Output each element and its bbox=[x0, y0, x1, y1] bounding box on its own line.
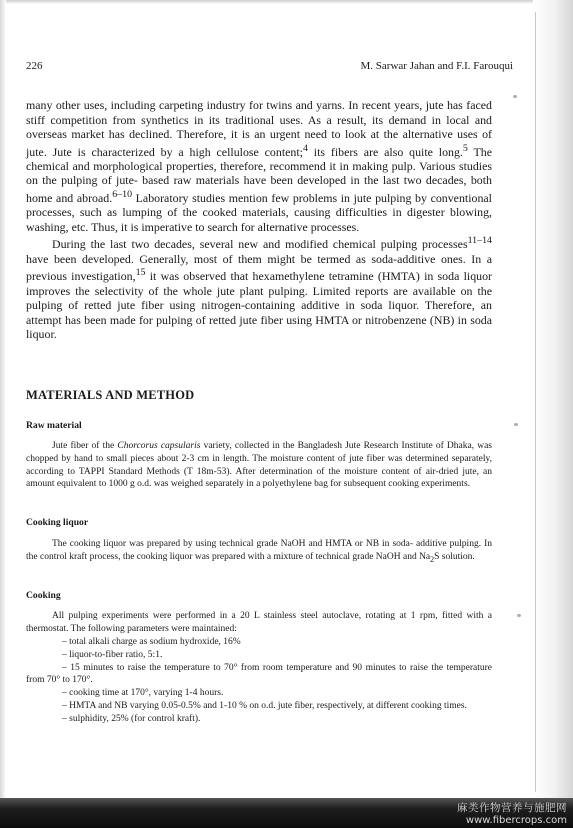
citation-sup: 15 bbox=[135, 267, 146, 279]
list-item: – total alkali charge as sodium hydroxide, 16% bbox=[62, 637, 241, 647]
scan-speck bbox=[517, 614, 521, 617]
raw-material-paragraph bbox=[26, 440, 492, 491]
text-line: weighed separately in a polyethylene bag for subsequent cooking experiments. bbox=[170, 479, 471, 490]
list-item: – cooking time at 170°, varying 1-4 hours. bbox=[62, 688, 224, 699]
text-run: its fibers are also quite long. bbox=[307, 144, 463, 159]
citation-sup: 5 bbox=[462, 142, 468, 154]
text-line: All pulping experiments were performed in a 20 L stainless steel autoclave, rotating at 1 rpm, bbox=[52, 611, 438, 621]
text-run: it was observed that hexamethylene bbox=[145, 269, 325, 284]
text-line: temperature from 70° to 170°. bbox=[26, 662, 493, 686]
subheading-raw-material: Raw material bbox=[26, 420, 82, 431]
text-line: – 15 minutes to raise the temperature to 70° from room temperature and 90 minutes to raise the bbox=[62, 662, 444, 673]
subheading-cooking-liquor: Cooking liquor bbox=[26, 517, 89, 528]
text-run: soda-additive ones. In a previous investigation, bbox=[26, 251, 492, 284]
running-head-authors: M. Sarwar Jahan and F.I. Farouqui bbox=[360, 60, 513, 72]
text-line: During the last two decades, several new and modified chemical pulping bbox=[52, 237, 418, 252]
watermark-url: www.fibercrops.com bbox=[465, 815, 567, 826]
text-line: – HMTA and NB varying 0.05-0.5% and 1-10 % on o.d. jute fiber, respectively, at different bbox=[62, 700, 409, 711]
text-run: Laboratory studies mention few problems in jute pulping by conventional bbox=[132, 190, 492, 205]
text-run: content; bbox=[264, 144, 303, 159]
scan-speck bbox=[513, 95, 517, 98]
list-item: – sulphidity, 25% (for control kraft). bbox=[62, 713, 201, 724]
text-line: determination of the moisture content of air-dried jute, an amount equivalent to 1000 g o.d. was bbox=[26, 466, 493, 490]
text-line: Institute of Dhaka, was chopped by hand to small pieces about 2-3 cm in length. The moisture content bbox=[26, 441, 493, 464]
text-run: S solution. bbox=[434, 551, 475, 562]
watermark-chinese-text: 麻类作物营养与施肥网 bbox=[457, 802, 567, 815]
text-run: Jute fiber of the bbox=[52, 441, 118, 451]
cooking-parameter-list bbox=[26, 636, 492, 726]
text-line: for pulping of retted jute fiber using HMTA or nitrobenzene (NB) in soda liquor. bbox=[26, 312, 492, 342]
text-line: pulping. Limited reports are available on the pulping of retted jute fiber using bbox=[26, 283, 492, 313]
citation-sup: 4 bbox=[302, 142, 308, 154]
text-run: abroad. bbox=[76, 190, 113, 205]
list-item bbox=[26, 662, 492, 688]
text-line: fitted with a thermostat. The following parameters were maintained: bbox=[26, 611, 492, 634]
page-number: 226 bbox=[26, 60, 43, 72]
cooking-paragraph bbox=[26, 610, 492, 636]
text-run: technical grade NaOH and Na bbox=[315, 551, 431, 562]
text-run: The chemical and morphological properties, bbox=[26, 144, 492, 173]
text-line: The cooking liquor was prepared by using technical grade NaOH and HMTA or NB in soda- bbox=[52, 539, 414, 549]
scan-speck bbox=[514, 423, 518, 426]
scan-edge-right bbox=[533, 0, 573, 828]
text-line: cooking times. bbox=[410, 700, 467, 711]
scan-edge-top bbox=[0, 0, 573, 4]
species-name: Chorcorus capsularis bbox=[117, 441, 201, 451]
subheading-cooking: Cooking bbox=[26, 590, 61, 601]
text-line: many other uses, including carpeting industry for twins and yarns. In recent years, bbox=[26, 98, 423, 112]
text-line: therefore, recommend it in making pulp. Various studies on the pulping of jute- bbox=[26, 158, 492, 188]
page-fold-line bbox=[535, 12, 536, 792]
text-run: have been developed. Generally, most of them might be termed as bbox=[26, 251, 366, 266]
citation-sup: 11–14 bbox=[467, 235, 492, 247]
intro-paragraph-1 bbox=[26, 98, 492, 342]
text-line: need to look at the alternative uses of jute. Jute is characterized by a high cellulose bbox=[26, 127, 492, 159]
citation-sup: 6–10 bbox=[112, 188, 133, 200]
text-line: processes, such as lumping of the cooked materials, causing difficulties in digester bbox=[26, 205, 445, 220]
text-line: nitrogen-containing additive in soda liquor. Therefore, an attempt has been made bbox=[26, 298, 492, 327]
text-run: processes bbox=[422, 237, 468, 252]
intro-paragraph-2 bbox=[26, 234, 492, 341]
subscript: 2 bbox=[430, 554, 435, 564]
text-line: jute has faced stiff competition from synthetics in its traditional uses. As a result, bbox=[26, 98, 492, 127]
section-heading-materials-method: MATERIALS AND METHOD bbox=[26, 388, 195, 402]
cooking-liquor-paragraph bbox=[26, 538, 492, 566]
text-line: of jute fiber was determined separately, according to TAPPI Standard Methods (T 18m-53). After bbox=[26, 453, 492, 477]
text-line: based raw materials have been developed in the last two decades, both home and bbox=[26, 173, 492, 205]
text-line: blowing, washing, etc. Thus, it is imperative to search for alternative processes. bbox=[26, 205, 492, 234]
list-item: – liquor-to-fiber ratio, 5:1. bbox=[62, 649, 163, 660]
list-item bbox=[26, 700, 492, 713]
text-run: variety, collected in the Bangladesh Jute Research bbox=[200, 441, 399, 451]
site-watermark bbox=[417, 803, 567, 826]
scan-edge-left bbox=[0, 0, 6, 828]
text-line: additive pulping. In the control kraft process, the cooking liquor was prepared with a mixture of bbox=[26, 539, 492, 562]
text-line: tetramine (HMTA) in soda liquor improves the selectivity of the whole jute plant bbox=[26, 269, 492, 298]
text-line: its demand in local and overseas market has declined. Therefore, it is an urgent bbox=[26, 112, 492, 141]
